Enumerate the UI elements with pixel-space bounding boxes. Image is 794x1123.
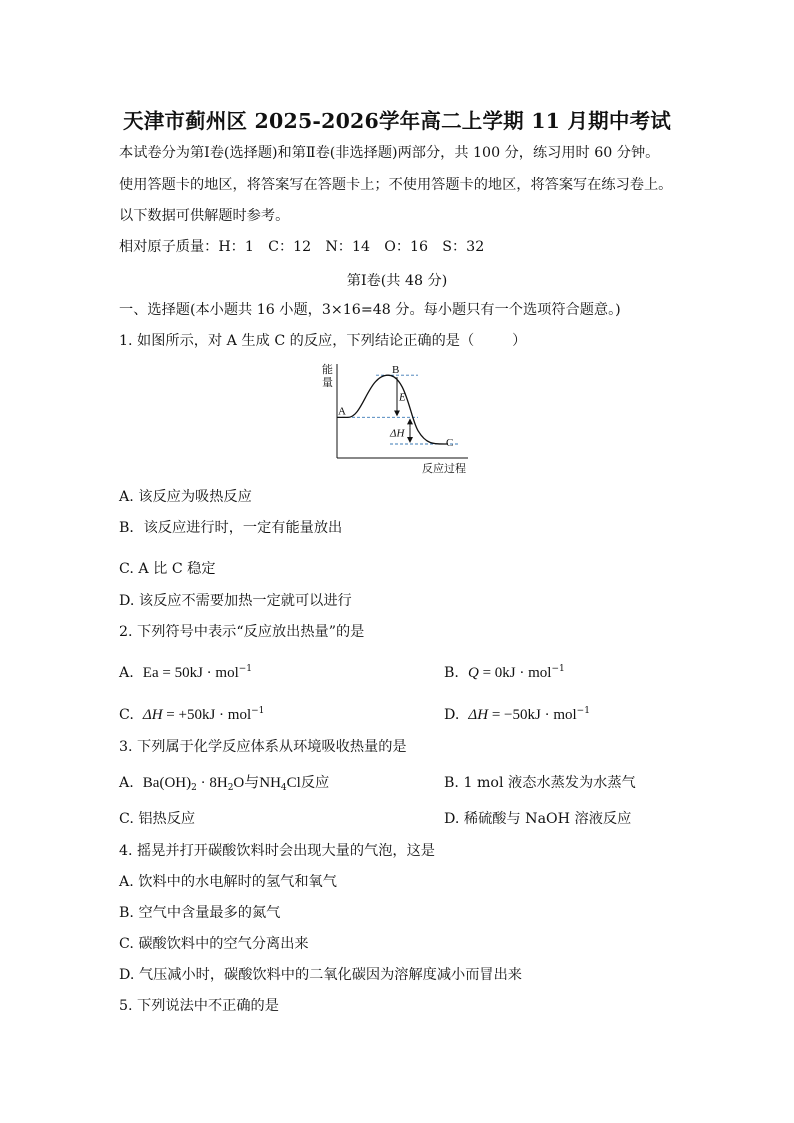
q4-option-d: D. 气压减小时，碳酸饮料中的二氧化碳因为溶解度减小而冒出来 xyxy=(119,967,522,983)
q2-option-a xyxy=(119,659,252,683)
q1-option-b: B．该反应进行时，一定有能量放出 xyxy=(119,520,343,536)
q3-formula-sub-1: 2 xyxy=(191,783,197,793)
q2-option-c-var: ΔH xyxy=(142,707,163,723)
q2-option-a-label: A. xyxy=(119,665,134,681)
energy-e-label: E xyxy=(399,391,406,404)
q3-option-d: D. 稀硫酸与 NaOH 溶液反应 xyxy=(444,811,632,827)
q2-option-b-var: Q xyxy=(467,665,479,681)
q2-option-c-sup: −1 xyxy=(251,706,265,716)
q2-option-d-expr: = −50kJ · mol xyxy=(488,707,577,723)
q3-formula-part-4: Cl xyxy=(286,775,301,791)
q3-formula-sub-3: 4 xyxy=(280,783,287,793)
q1-stem-close: ） xyxy=(512,333,527,349)
q2-option-d-var: ΔH xyxy=(468,707,489,723)
q2-option-c-label: C. xyxy=(119,707,134,723)
q4-option-a: A. 饮料中的水电解时的氢气和氧气 xyxy=(119,874,337,890)
energy-diagram xyxy=(318,358,478,476)
q3-formula-part-2: · 8H xyxy=(196,775,228,791)
q3-formula-part-1: Ba(OH) xyxy=(142,775,192,791)
q3-formula-sub-2: 2 xyxy=(227,783,234,793)
intro-line-1: 本试卷分为第Ⅰ卷(选择题)和第Ⅱ卷(非选择题)两部分，共 100 分，练习用时 60 分钟。 xyxy=(119,145,660,161)
q1-option-a: A. 该反应为吸热反应 xyxy=(119,489,252,505)
q1-stem xyxy=(119,331,526,351)
part-heading: 一、选择题(本小题共 16 小题，3×16=48 分。每小题只有一个选项符合题意。) xyxy=(119,302,621,318)
q5-stem: 5. 下列说法中不正确的是 xyxy=(119,998,279,1014)
q1-option-d: D. 该反应不需要加热一定就可以进行 xyxy=(119,593,352,609)
y-axis-label-1: 能 xyxy=(322,363,333,376)
q2-stem: 2. 下列符号中表示“反应放出热量”的是 xyxy=(119,624,365,640)
q2-option-d xyxy=(444,701,590,725)
x-axis-label: 反应过程 xyxy=(422,462,466,475)
q3-option-a xyxy=(119,773,329,798)
q3-stem: 3. 下列属于化学反应体系从环境吸收热量的是 xyxy=(119,739,407,755)
q3-option-c: C. 铝热反应 xyxy=(119,811,196,827)
intro-line-2: 使用答题卡的地区，将答案写在答题卡上；不使用答题卡的地区，将答案写在练习卷上。 xyxy=(119,177,673,193)
q2-option-b-sup: −1 xyxy=(551,664,565,674)
q2-option-a-expr: Ea = 50kJ · mol xyxy=(142,665,239,681)
q1-option-c: C. A 比 C 稳定 xyxy=(119,561,216,577)
point-c-label: C xyxy=(446,437,454,449)
q4-option-b: B. 空气中含量最多的氮气 xyxy=(119,905,281,921)
intro-line-3: 以下数据可供解题时参考。 xyxy=(119,208,290,224)
q2-option-d-label: D. xyxy=(444,707,460,723)
q1-stem-text: 1. 如图所示，对 A 生成 C 的反应，下列结论正确的是（ xyxy=(119,333,475,349)
delta-h-label: ΔH xyxy=(390,427,405,440)
section-title: 第Ⅰ卷(共 48 分) xyxy=(346,273,448,289)
q2-option-a-sup: −1 xyxy=(238,664,253,674)
q4-option-c: C. 碳酸饮料中的空气分离出来 xyxy=(119,936,309,952)
atomic-mass-line: 相对原子质量：H：1 C：12 N：14 O：16 S：32 xyxy=(119,239,485,255)
exam-title: 天津市蓟州区 2025-2026学年高二上学期 11 月期中考试 xyxy=(123,109,671,133)
q2-option-b-expr: = 0kJ · mol xyxy=(478,665,552,681)
q2-option-b xyxy=(444,659,565,683)
q3-option-a-tail: 反应 xyxy=(300,775,330,791)
q3-formula-part-3: O与NH xyxy=(233,775,281,791)
q2-option-c xyxy=(119,701,264,725)
q2-option-b-label: B. xyxy=(444,665,459,681)
point-a-label: A xyxy=(338,405,346,418)
q2-option-d-sup: −1 xyxy=(576,706,590,716)
point-b-label: B xyxy=(392,364,400,377)
q2-option-c-expr: = +50kJ · mol xyxy=(162,707,252,723)
q3-option-b: B. 1 mol 液态水蒸发为水蒸气 xyxy=(444,775,636,791)
q4-stem: 4. 摇晃并打开碳酸饮料时会出现大量的气泡，这是 xyxy=(119,843,435,859)
q3-option-a-label: A. xyxy=(119,775,134,791)
y-axis-label-2: 量 xyxy=(322,376,333,389)
